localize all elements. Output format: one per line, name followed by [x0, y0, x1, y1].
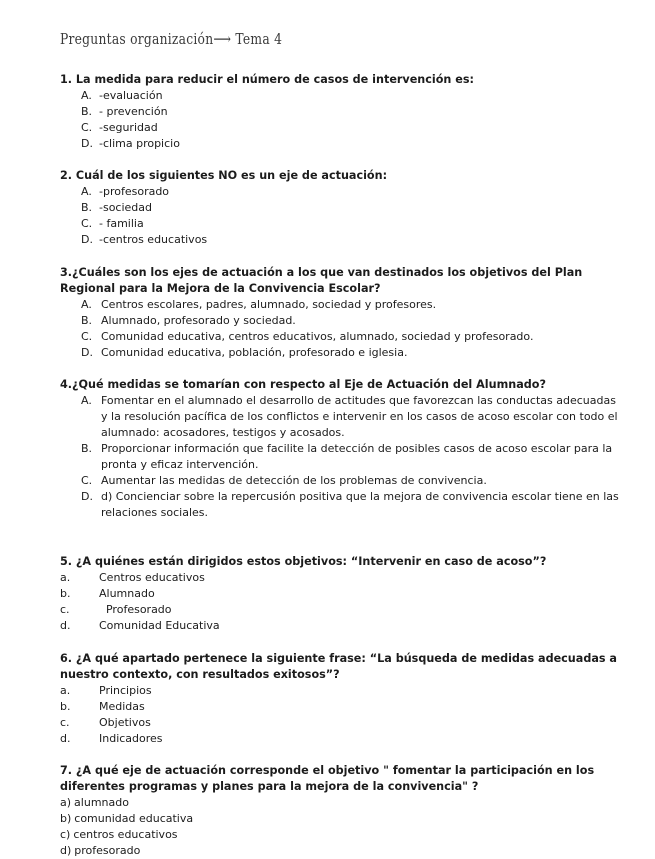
question-1 — [60, 72, 620, 152]
option-item — [60, 731, 620, 747]
question-3-text: 3.¿Cuáles son los ejes de actuación a los que van destinados los objetivos del Plan Regional para la Mejora de la Convivencia Escolar? — [60, 266, 583, 295]
question-7-options — [60, 795, 620, 859]
option-text: Objetivos — [99, 716, 151, 729]
option-item — [60, 441, 620, 473]
option-item — [60, 473, 620, 489]
option-letter: d. — [60, 619, 71, 632]
option-item — [60, 570, 620, 586]
question-6-options — [60, 683, 620, 747]
option-item — [60, 393, 620, 441]
option-letter: A. — [81, 394, 92, 407]
option-letter: a. — [60, 571, 71, 584]
question-5 — [60, 554, 620, 634]
option-text: -sociedad — [99, 201, 153, 214]
option-item — [60, 88, 620, 104]
option-item — [60, 699, 620, 715]
option-letter: D. — [81, 233, 93, 246]
option-text: d) Concienciar sobre la repercusión positiva que la mejora de convivencia escolar tiene en las relaciones sociales. — [101, 490, 619, 519]
option-letter: A. — [81, 89, 92, 102]
option-text: - prevención — [99, 105, 168, 118]
option-letter: C. — [81, 121, 93, 134]
question-7-text: 7. ¿A qué eje de actuación corresponde el objetivo " fomentar la participación en los diferentes programas y planes para la mejora de la convivencia" ? — [60, 764, 595, 793]
option-text: Alumnado — [99, 587, 155, 600]
option-item — [60, 345, 620, 361]
option-letter: d. — [60, 732, 71, 745]
option-item — [60, 232, 620, 248]
question-2 — [60, 168, 620, 248]
option-text: Indicadores — [99, 732, 163, 745]
option-letter: c) — [60, 828, 71, 841]
option-text: -clima propicio — [99, 137, 180, 150]
option-item — [60, 586, 620, 602]
option-text: Medidas — [99, 700, 145, 713]
document-title: Preguntas organización⟶ Tema 4 — [60, 30, 283, 48]
option-text: Proporcionar información que facilite la detección de posibles casos de acoso escolar para la pronta y eficaz intervención. — [101, 442, 613, 471]
question-4 — [60, 377, 620, 521]
question-1-options — [60, 88, 620, 152]
option-item — [60, 827, 620, 843]
option-letter: a) — [60, 796, 72, 809]
option-item — [60, 715, 620, 731]
option-text: Comunidad educativa, centros educativos, alumnado, sociedad y profesorado. — [101, 330, 534, 343]
option-letter: A. — [81, 185, 92, 198]
question-1-text: 1. La medida para reducir el número de casos de intervención es: — [60, 73, 474, 86]
option-letter: d) — [60, 844, 72, 857]
option-letter: B. — [81, 314, 93, 327]
option-text: -evaluación — [99, 89, 163, 102]
option-item — [60, 489, 620, 521]
question-2-options — [60, 184, 620, 248]
option-letter: D. — [81, 346, 93, 359]
question-5-options — [60, 570, 620, 634]
option-item — [60, 136, 620, 152]
option-text: Comunidad Educativa — [99, 619, 220, 632]
option-text: Centros educativos — [99, 571, 205, 584]
option-text: Alumnado, profesorado y sociedad. — [101, 314, 296, 327]
option-letter: b. — [60, 700, 71, 713]
option-item — [60, 329, 620, 345]
question-4-options — [60, 393, 620, 521]
option-text: Profesorado — [99, 603, 172, 616]
option-text: centros educativos — [73, 828, 178, 841]
option-letter: B. — [81, 105, 93, 118]
option-text: -seguridad — [99, 121, 158, 134]
option-item — [60, 618, 620, 634]
option-letter: C. — [81, 330, 93, 343]
question-6 — [60, 651, 620, 747]
question-6-text: 6. ¿A qué apartado pertenece la siguiente frase: “La búsqueda de medidas adecuadas a nuestro contexto, con resultados exitosos”? — [60, 652, 617, 681]
option-text: Comunidad educativa, población, profesorado e iglesia. — [101, 346, 408, 359]
option-text: Aumentar las medidas de detección de los problemas de convivencia. — [101, 474, 487, 487]
option-text: - familia — [99, 217, 144, 230]
option-item — [60, 104, 620, 120]
option-letter: B. — [81, 442, 93, 455]
question-2-text: 2. Cuál de los siguientes NO es un eje de actuación: — [60, 169, 388, 182]
option-text: comunidad educativa — [74, 812, 194, 825]
option-item — [60, 200, 620, 216]
option-text: Principios — [99, 684, 152, 697]
question-3 — [60, 265, 620, 361]
question-7 — [60, 763, 620, 859]
option-item — [60, 120, 620, 136]
option-letter: C. — [81, 217, 93, 230]
option-item — [60, 795, 620, 811]
option-item — [60, 811, 620, 827]
option-letter: c. — [60, 603, 70, 616]
option-letter: b) — [60, 812, 72, 825]
option-letter: B. — [81, 201, 93, 214]
question-4-text: 4.¿Qué medidas se tomarían con respecto al Eje de Actuación del Alumnado? — [60, 378, 546, 391]
option-item — [60, 313, 620, 329]
question-5-text: 5. ¿A quiénes están dirigidos estos objetivos: “Intervenir en caso de acoso”? — [60, 555, 547, 568]
option-text: -centros educativos — [99, 233, 208, 246]
option-text: alumnado — [74, 796, 129, 809]
option-text: profesorado — [74, 844, 141, 857]
option-item — [60, 602, 620, 618]
option-letter: D. — [81, 490, 93, 503]
option-text: Centros escolares, padres, alumnado, sociedad y profesores. — [101, 298, 437, 311]
option-item — [60, 843, 620, 859]
option-item — [60, 297, 620, 313]
option-item — [60, 683, 620, 699]
option-letter: b. — [60, 587, 71, 600]
option-item — [60, 216, 620, 232]
option-letter: A. — [81, 298, 92, 311]
option-item — [60, 184, 620, 200]
option-text: Fomentar en el alumnado el desarrollo de actitudes que favorezcan las conductas adecuadas y la resolución pacífica de los conflictos e intervenir en los casos de acoso escolar con todo el alumnado: acosadores, testigos y acosados. — [101, 394, 618, 439]
option-letter: C. — [81, 474, 93, 487]
question-3-options — [60, 297, 620, 361]
option-letter: c. — [60, 716, 70, 729]
option-letter: a. — [60, 684, 71, 697]
option-letter: D. — [81, 137, 93, 150]
option-text: -profesorado — [99, 185, 170, 198]
